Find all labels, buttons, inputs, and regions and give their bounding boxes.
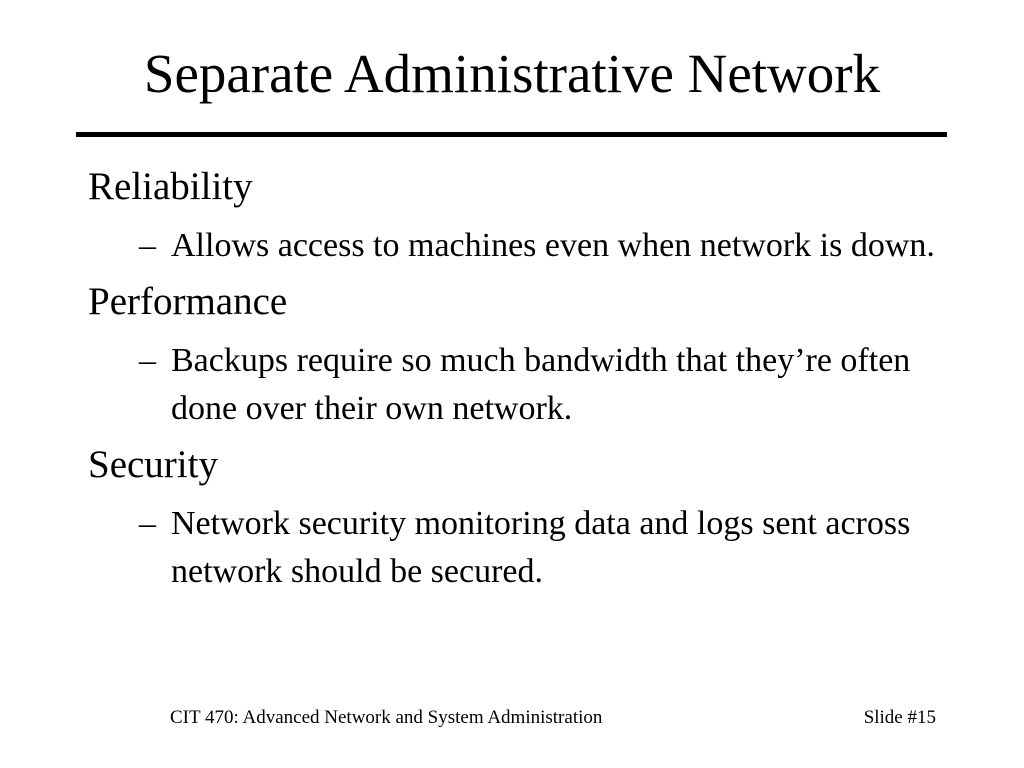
bullet-item-performance — [88, 278, 968, 433]
dash-bullet-icon: – — [139, 342, 156, 379]
footer-course: CIT 470: Advanced Network and System Administration — [170, 707, 603, 728]
bullet-item-security — [88, 441, 968, 596]
bullet-heading: Performance — [88, 280, 288, 323]
footer-slide-number: Slide #15 — [863, 707, 936, 728]
slide-content — [88, 163, 968, 596]
title-divider — [76, 132, 947, 137]
sub-bullet-text: Backups require so much bandwidth that they’re often done over their own network. — [171, 342, 911, 427]
sub-bullet — [139, 500, 961, 596]
slide-title: Separate Administrative Network — [143, 43, 881, 104]
bullet-heading: Security — [88, 443, 218, 486]
sub-bullet-text: Allows access to machines even when network is down. — [171, 227, 935, 264]
sub-bullet — [139, 337, 961, 433]
sub-bullet — [139, 222, 961, 270]
bullet-heading: Reliability — [88, 165, 253, 208]
bullet-item-reliability — [88, 163, 968, 270]
dash-bullet-icon: – — [139, 227, 156, 264]
sub-bullet-text: Network security monitoring data and logs sent across network should be secured. — [171, 505, 911, 590]
dash-bullet-icon: – — [139, 505, 156, 542]
